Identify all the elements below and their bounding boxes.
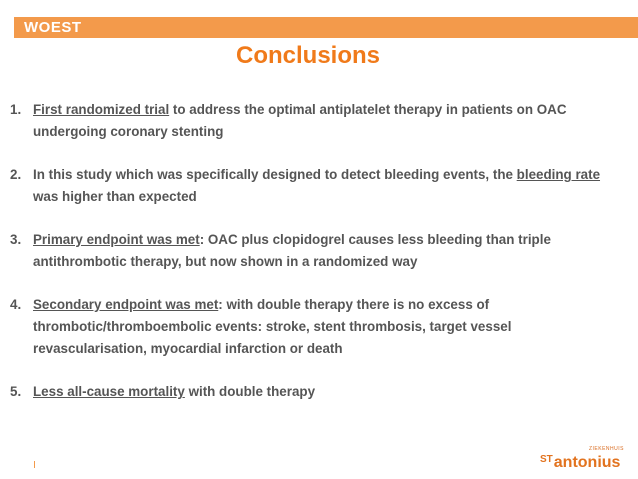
item-highlight: bleeding rate bbox=[516, 167, 601, 182]
item-text: to address the optimal antiplatelet therapy in patients on OAC undergoing coronary stenting bbox=[33, 102, 567, 139]
item-number: 1. bbox=[10, 102, 22, 117]
item-text-pre: In this study which was specifically designed to detect bleeding events, the bbox=[33, 167, 517, 182]
st-antonius-logo bbox=[540, 446, 632, 472]
item-text: : OAC plus clopidogrel causes less bleeding than triple antithrombotic therapy, but now shown in a randomized way bbox=[33, 232, 551, 269]
item-text: was higher than expected bbox=[33, 189, 197, 204]
item-number: 2. bbox=[10, 167, 22, 182]
item-text: with double therapy bbox=[184, 384, 316, 399]
logo-st: ST bbox=[540, 454, 553, 465]
footer-divider bbox=[34, 461, 35, 468]
header-label: WOEST bbox=[24, 19, 82, 36]
item-highlight: Primary endpoint was met bbox=[33, 232, 200, 247]
logo-name: antonius bbox=[553, 454, 621, 471]
page-title: Conclusions bbox=[235, 42, 380, 69]
item-text: : with double therapy there is no excess of thrombotic/thromboembolic events: stroke, stent thrombosis, target vessel revascularisation, myocardial infarction or death bbox=[33, 297, 512, 356]
list-item bbox=[10, 229, 620, 273]
list-item bbox=[10, 294, 620, 360]
header-bar bbox=[14, 17, 638, 38]
item-number: 3. bbox=[10, 232, 22, 247]
item-highlight: Secondary endpoint was met bbox=[33, 297, 219, 312]
item-highlight: First randomized trial bbox=[33, 102, 170, 117]
list-item bbox=[10, 381, 620, 403]
conclusions-list bbox=[10, 99, 620, 424]
logo-wordmark bbox=[540, 454, 620, 472]
item-number: 5. bbox=[10, 384, 22, 399]
item-highlight: Less all-cause mortality bbox=[33, 384, 185, 399]
logo-subtext: ZIEKENHUIS bbox=[588, 446, 624, 452]
list-item bbox=[10, 164, 620, 208]
item-number: 4. bbox=[10, 297, 22, 312]
list-item bbox=[10, 99, 620, 143]
